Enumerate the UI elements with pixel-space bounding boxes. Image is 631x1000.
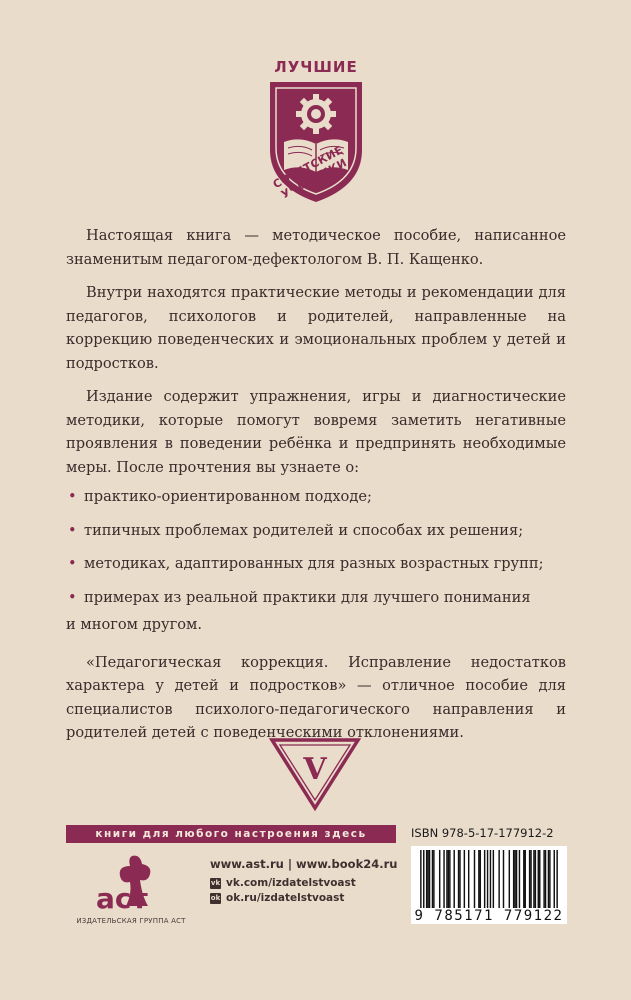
bullet-list (66, 485, 566, 609)
barcode-bar (503, 850, 504, 908)
list-item: • методиках, адаптированных для разных возрастных групп; (66, 552, 566, 576)
barcode-bar (453, 850, 454, 908)
barcode-bar (480, 850, 481, 908)
isbn-label: ISBN 978-5-17-177912-2 (411, 826, 554, 840)
barcode-bar (448, 850, 449, 908)
barcode-bar (545, 850, 546, 908)
barcode-bar (478, 850, 479, 908)
bullet-icon: • (68, 488, 77, 505)
barcode-bar (468, 850, 469, 908)
barcode-bar (446, 850, 447, 908)
barcode-bar (426, 850, 427, 908)
barcode-bar (439, 850, 440, 908)
barcode-bar (554, 850, 555, 908)
description (66, 224, 566, 755)
barcode-bar (449, 850, 450, 908)
barcode-bar (420, 850, 421, 908)
publisher-group: ИЗДАТЕЛЬСКАЯ ГРУППА АСТ (76, 917, 186, 925)
barcode-bar (548, 850, 549, 908)
bullet-icon: • (68, 521, 77, 539)
barcode-bar (556, 850, 557, 908)
vk-link[interactable]: vk vk.com/izdatelstvoast (210, 877, 356, 889)
bullet-icon: • (68, 588, 77, 606)
barcode-bar (429, 850, 430, 908)
publisher-links (210, 857, 397, 907)
paragraph-contents: Внутри находятся практические методы и рекомендации для педагогов, психологов и родителей, направленные на коррекцию поведенческих и эмоциональных проблем у детей и подростков. (66, 284, 566, 372)
barcode-bar (509, 850, 510, 908)
barcode-bar (525, 850, 526, 908)
barcode-bar (487, 850, 488, 908)
barcode-bar (459, 850, 460, 908)
series-emblem (254, 58, 378, 208)
barcode-bar (427, 850, 428, 908)
paragraph-features: Издание содержит упражнения, игры и диагностические методики, которые помогут вовремя заметить негативные проявления в поведении ребёнка и предпринять необходимые меры. После прочтения вы узнаете о: (66, 388, 566, 476)
v-letter: V (303, 752, 327, 787)
barcode-bar (530, 850, 531, 908)
barcode-bar (458, 850, 459, 908)
barcode-bar (474, 850, 475, 908)
barcode-digits: 9 785171 779122 (411, 908, 567, 924)
barcode-bar (493, 850, 494, 908)
list-item: • типичных проблемах родителей и способах их решения; (66, 519, 566, 543)
barcode-bar (523, 850, 524, 908)
v-triangle-logo-icon (268, 736, 362, 812)
list-item: • практико-ориентированном подходе; (66, 485, 566, 509)
barcode-icon (411, 846, 567, 910)
barcode-bar (529, 850, 530, 908)
ast-logo-icon (92, 852, 162, 912)
barcode-bar (513, 850, 514, 908)
barcode-bar (533, 850, 534, 908)
barcode-bar (423, 850, 424, 908)
list-tail: и многом другом. (66, 616, 202, 633)
barcode-bar (498, 850, 499, 908)
barcode-bar (484, 850, 485, 908)
ok-link[interactable]: ok ok.ru/izdatelstvoast (210, 892, 345, 904)
barcode-bar (516, 850, 517, 908)
bullet-icon: • (68, 555, 77, 572)
barcode-bar (549, 850, 550, 908)
barcode-bar (519, 850, 520, 908)
slogan-band: книги для любого настроения здесь (66, 825, 396, 843)
barcode-bar (433, 850, 434, 908)
websites-link[interactable]: www.ast.ru | www.book24.ru (210, 857, 398, 871)
barcode-bar (538, 850, 539, 908)
barcode-bar (535, 850, 536, 908)
ast-logo-text: аст (96, 882, 148, 912)
barcode-bar (432, 850, 433, 908)
barcode-bar (464, 850, 465, 908)
barcode-bar (539, 850, 540, 908)
emblem-subtitle: СОВЕТСКИЕ УЧЕБНИКИ (270, 143, 350, 202)
list-item: • примерах из реальной практики для лучшего понимания (66, 586, 566, 610)
barcode-bar (490, 850, 491, 908)
barcode-bar (443, 850, 444, 908)
barcode-bar (543, 850, 544, 908)
barcode-bar (514, 850, 515, 908)
paragraph-summary: «Педагогическая коррекция. Исправление недостатков характера у детей и подростков» — отличное пособие для специалистов психолого-педагогического направления и родителей детей с поведенческими отклонениями. (66, 653, 566, 741)
emblem-title: ЛУЧШИЕ (274, 58, 358, 76)
vk-icon: vk (210, 878, 221, 887)
paragraph-intro: Настоящая книга — методическое пособие, написанное знаменитым педагогом-дефектологом В. П. Кащенко. (66, 227, 566, 268)
ok-icon: ok (210, 893, 221, 902)
